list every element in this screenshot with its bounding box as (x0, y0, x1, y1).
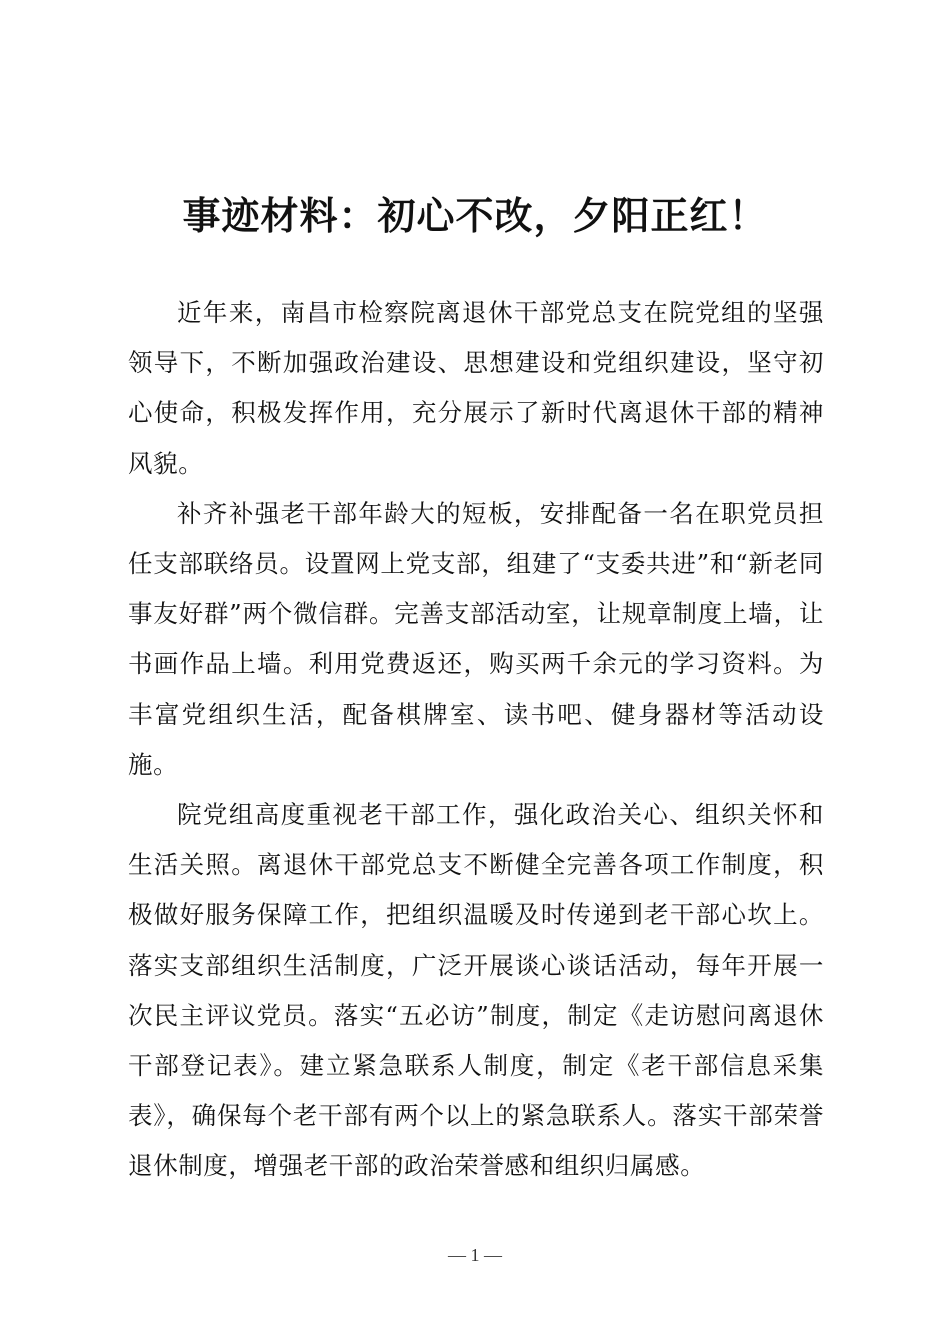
document-title: 事迹材料：初心不改，夕阳正红！ (182, 193, 768, 238)
document-body (128, 288, 824, 1192)
paragraph-2: 补齐补强老干部年龄大的短板，安排配备一名在职党员担任支部联络员。设置网上党支部，组建了“支委共进”和“新老同事友好群”两个微信群。完善支部活动室，让规章制度上墙，让书画作品上墙。利用党费返还，购买两千余元的学习资料。为丰富党组织生活，配备棋牌室、读书吧、健身器材等活动设施。 (128, 498, 824, 779)
page-number: — 1 — (448, 1245, 502, 1265)
paragraph-3: 院党组高度重视老干部工作，强化政治关心、组织关怀和生活关照。离退休干部党总支不断健全完善各项工作制度，积极做好服务保障工作，把组织温暖及时传递到老干部心坎上。落实支部组织生活制度，广泛开展谈心谈话活动，每年开展一次民主评议党员。落实“五必访”制度，制定《走访慰问离退休干部登记表》。建立紧急联系人制度，制定《老干部信息采集表》，确保每个老干部有两个以上的紧急联系人。落实干部荣誉退休制度，增强老干部的政治荣誉感和组织归属感。 (128, 800, 824, 1181)
paragraph-1: 近年来，南昌市检察院离退休干部党总支在院党组的坚强领导下，不断加强政治建设、思想建设和党组织建设，坚守初心使命，积极发挥作用，充分展示了新时代离退休干部的精神风貌。 (128, 298, 824, 478)
